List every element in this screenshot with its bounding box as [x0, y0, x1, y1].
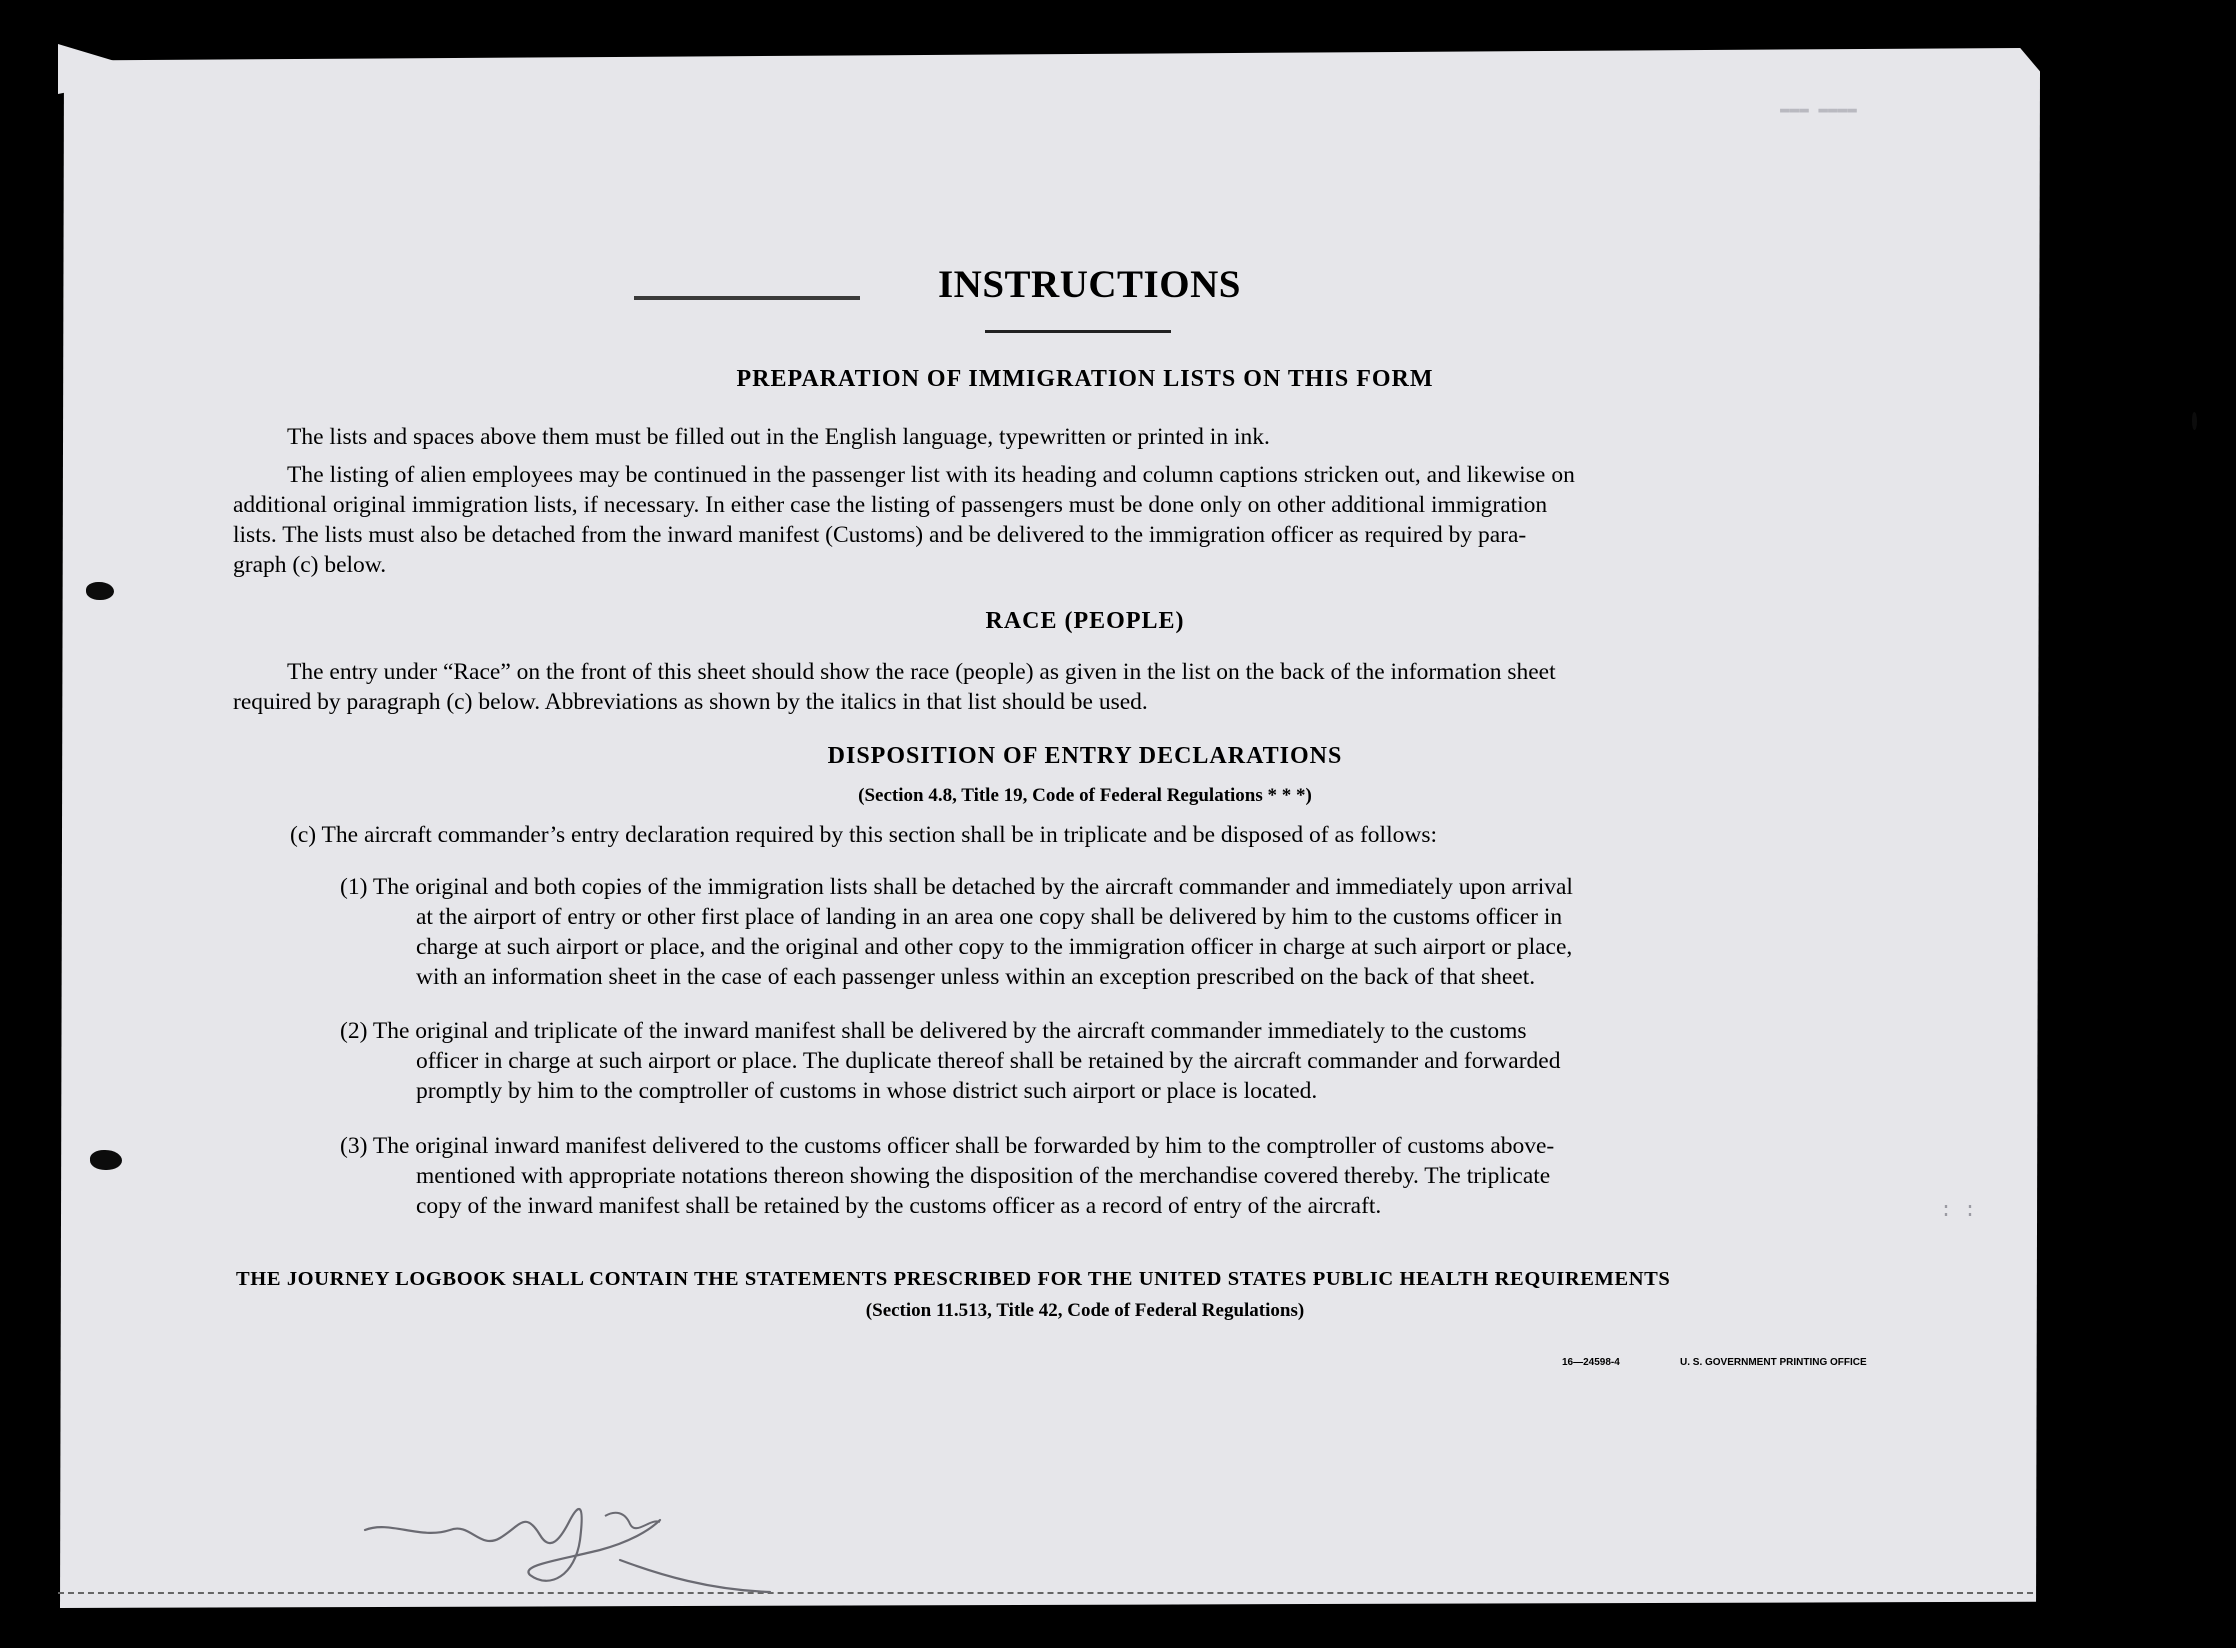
disposition-item-2: [340, 1016, 1940, 1106]
torn-corner: [58, 44, 158, 94]
prep-heading: PREPARATION OF IMMIGRATION LISTS ON THIS FORM: [736, 366, 1434, 392]
bleed-through-text: : :: [1940, 1200, 1977, 1223]
race-heading: RACE (PEOPLE): [985, 608, 1185, 634]
journey-citation: (Section 11.513, Title 42, Code of Federal Regulations): [865, 1300, 1305, 1321]
item-line: (3) The original inward manifest delivered to the customs officer shall be forwarded by him to the comptroller of customs above-: [340, 1133, 1555, 1159]
punch-hole-mark: [86, 582, 114, 600]
journey-heading: THE JOURNEY LOGBOOK SHALL CONTAIN THE STATEMENTS PRESCRIBED FOR THE UNITED STATES PUBLIC HEALTH REQUIREMENTS: [236, 1268, 1671, 1290]
prep-para2-line: lists. The lists must also be detached from the inward manifest (Customs) and be delivered to the immigration officer as required by para-: [233, 522, 1527, 548]
race-line: required by paragraph (c) below. Abbreviations as shown by the italics in that list should be used.: [233, 689, 1148, 715]
signature: [360, 1480, 780, 1600]
prep-para1: [287, 422, 1937, 452]
page-title: INSTRUCTIONS: [938, 263, 1241, 306]
disposition-heading: DISPOSITION OF ENTRY DECLARATIONS: [827, 743, 1343, 769]
prep-para2-line: additional original immigration lists, if necessary. In either case the listing of passengers must be done only on other additional immigration: [233, 492, 1548, 518]
item-line: officer in charge at such airport or place. The duplicate thereof shall be retained by the aircraft commander and forwarded: [416, 1048, 1561, 1074]
punch-hole-mark: [90, 1150, 122, 1170]
title-underline: [985, 330, 1171, 333]
disposition-intro-line: (c) The aircraft commander’s entry declaration required by this section shall be in triplicate and be disposed of as follows:: [290, 822, 1437, 848]
prep-para1-line: The lists and spaces above them must be filled out in the English language, typewritten or printed in ink.: [287, 424, 1270, 450]
item-line: copy of the inward manifest shall be retained by the customs officer as a record of entry of the aircraft.: [416, 1193, 1382, 1219]
item-line: promptly by him to the comptroller of customs in whose district such airport or place is located.: [416, 1078, 1318, 1104]
prep-para2-line: The listing of alien employees may be continued in the passenger list with its heading and column captions stricken out, and likewise on: [287, 462, 1575, 488]
item-line: with an information sheet in the case of each passenger unless within an exception prescribed on the back of that sheet.: [416, 964, 1536, 990]
item-line: mentioned with appropriate notations thereon showing the disposition of the merchandise covered thereby. The triplicate: [416, 1163, 1551, 1189]
perforation-line: [58, 1592, 2033, 1594]
form-number: 16—24598-4: [1562, 1357, 1620, 1368]
scan-speck: [2192, 412, 2197, 430]
race-para: [233, 657, 1933, 717]
struck-out-field: [634, 296, 860, 300]
disposition-item-3: [340, 1131, 1940, 1221]
disposition-citation: (Section 4.8, Title 19, Code of Federal Regulations * * *): [858, 785, 1312, 806]
printer-imprint: U. S. GOVERNMENT PRINTING OFFICE: [1680, 1357, 1867, 1368]
disposition-item-1: [340, 872, 1940, 992]
disposition-intro: [290, 820, 1940, 850]
prep-para2: [233, 460, 1933, 580]
item-line: (1) The original and both copies of the immigration lists shall be detached by the aircraft commander and immediately upon arrival: [340, 874, 1573, 900]
race-line: The entry under “Race” on the front of this sheet should show the race (people) as given in the list on the back of the information sheet: [287, 659, 1556, 685]
item-line: (2) The original and triplicate of the inward manifest shall be delivered by the aircraft commander immediately to the customs: [340, 1018, 1527, 1044]
prep-para2-line: graph (c) below.: [233, 552, 387, 578]
bleed-through-text: ▬▬▬ ▬▬▬▬: [1780, 100, 1857, 118]
item-line: at the airport of entry or other first place of landing in an area one copy shall be delivered by him to the customs officer in: [416, 904, 1563, 930]
item-line: charge at such airport or place, and the original and other copy to the immigration officer in charge at such airport or place,: [416, 934, 1573, 960]
